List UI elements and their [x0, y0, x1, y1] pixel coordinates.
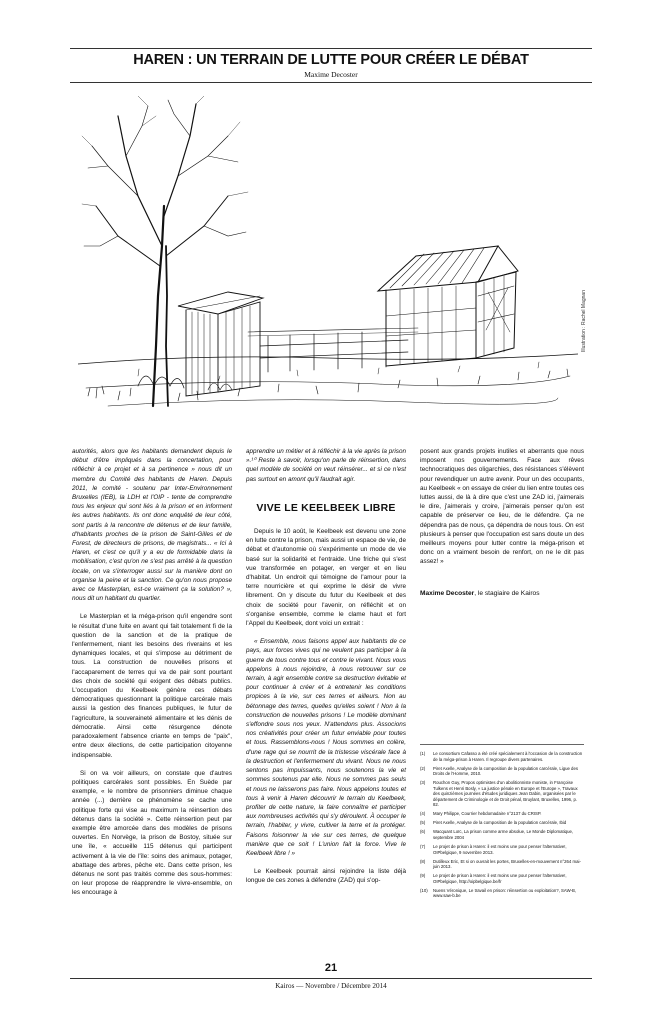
footer-rule: [70, 978, 592, 979]
header-rule-top: [70, 48, 592, 49]
footnotes: [420, 744, 584, 902]
article-column-3: [420, 447, 584, 598]
manifesto-quote: « Ensemble, nous faisons appel aux habitants de ce pays, aux forces vives qui ne veulent pas participer à la guerre de tous contre tous et contre le vivant. Nous vous appelons à nous rejoindre, à nous retrouver sur ce terrain, à agir ensemble contre sa destruction évitable et pour continuer à créer et à entretenir les conditions propices à la vie, sur ces terres et ailleurs. Non au bétonnage des terres, quelles qu'elles soient ! Non à la construction de nouvelles prisons ! Le modèle dominant s'effondre sous nos yeux. N'attendons plus. Associons nos créativités pour créer un futur enviable pour toutes et tous. Rassemblons-nous ! Nous sommes en colère, d'une rage qui se nourrit de la tristesse viscérale face à la destruction et l'enfermement du vivant. Nous ne nous sentons pas impuissants, nous soutenons la vie et sommes soutenus par elle. Nous ne sommes pas seuls et nous ne laisserons pas faire. Nous appelons toutes et tous à venir à Haren découvrir le terrain du Keelbeek, profiter de cette nature, la faire connaître et participer aux nombreuses activités qui s'y déroulent. À occuper le terrain, l'habiter, y vivre, cultiver la terre et la protéger. Faisons foisonner la vie sur ces terres, de quelque manière que ce soit ! L'union fait la force. Vive le Keelbeek libre ! »: [246, 638, 406, 857]
header-rule-bottom: [70, 82, 592, 83]
column-paragraph: Si on va voir ailleurs, on constate que d'autres politiques carcérales sont possibles. En Suède par exemple, « le nombre de prisonniers diminue chaque année (...) derrière ce phénomène se cache une politique forte qui vise au maximum la réinsertion des détenus dans la société ». Cette réinsertion peut par exemple être amorcée dans des modèles de prisons ouvertes. En Norvège, la prison de Bostoy, située sur une île, « accueille 115 détenus qui participent activement à la vie de l'île: soins des animaux, potager, abattage des arbres, pêche etc. Dans cette prison, les détenus ne sont pas traités comme des sous-hommes: on leur propose de réapprendre le vivre-ensemble, on les encourage à: [72, 769, 232, 897]
author-name: Maxime Decoster: [420, 589, 475, 597]
column-paragraph: apprendre un métier et à réfléchir à la vie après la prison ».¹⁰ Reste à savoir, lorsqu'on parle de réinsertion, dans quel modèle de société on veut réinsérer... et si ce n'est pas surtout en amont qu'il faudrait agir.: [246, 448, 406, 483]
footnote: (1) Le consortium Cafasso a été créé spécialement à l'occasion de la construction de la méga-prison à Haren. Il regroupe divers partenaires.: [420, 751, 583, 762]
footnote: (2) Piret Axelle, Analyse de la composition de la population carcérale, Ligue des Droits de l'Homme, 2010.: [420, 765, 578, 777]
article-byline: Maxime Decoster: [304, 70, 358, 79]
section-subhead: VIVE LE KEELBEEK LIBRE: [256, 501, 396, 514]
footnote: (3) Rouchon Guy, Propos optimistes d'un abolitionniste moniste, in Françoise Tulkens et Henri Bosly, « La justice pénale en Europe et l'Europe », Travaux des quinzièmes journées d'études juridiques Jean Dabin, organisées par le département de Criminologie et de Droit pénal, Bruylant, Bruxelles, 1996, p. 82.: [420, 780, 578, 808]
issue-footer: Kairos — Novembre / Décembre 2014: [275, 982, 387, 990]
footnote: (9) Le projet de prison à Haren: il est moins une pour penser l'alternative!, OIPbelgique, http://oipbelgique.be/fr: [420, 873, 567, 884]
illustration-credit: Illustration : Rachel Magnan: [581, 290, 587, 352]
footnote: (5) Piret Axelle, Analyse de la composition de la population carcérale, Ibid: [420, 820, 567, 826]
column-paragraph: Le Keelbeek pourrait ainsi rejoindre la liste déjà longue de ces zones à défendre (ZAD) qui s'op-: [246, 868, 406, 885]
footnote: (6) Wacquant Loïc, La prison comme arme absolue, Le Monde Diplomatique, septembre 2004: [420, 829, 574, 840]
column-paragraph: autorités, alors que les habitants demandent depuis le début d'être impliqués dans la concertation, pour réfléchir à ce projet et à sa pertinence » nous dit un membre du Comité des habitants de Haren. Depuis 2011, le comité - soutenu par Inter-Environnement Bruxelles (IEB), la LDH et l'OIP - tente de comprendre tous les enjeux qui sont liés à la prison et en informent les autres habitants. Ils ont donc enquêté de leur côté, sont partis à la rencontre de détenus et de leur famille, d'habitants proches de la prison de Saint-Gilles et de Forest, de directeurs de prisons, de magistrats... « Ici à Haren, et c'est ce qu'il y a eu de formidable dans la mobilisation, c'est qu'on ne s'est pas arrêté à la question locale, on va s'interroger aussi sur la manière dont on organise la peine et la sanction. Ce qu'on nous propose avec ce Masterplan, est-ce vraiment ça la solution? », nous dit un habitant du quartier.: [72, 448, 232, 603]
column-paragraph: Le Masterplan et la méga-prison qu'il engendre sont le résultat d'une fuite en avant qui fait totalement fi de la question de la sanction et de la pratique de l'enfermement, niant les besoins des riverains et les dynamiques locales, et qui s'impose au détriment de tous. La construction de nouvelles prisons et l'accaparement de terres qui va de pair sont pourtant des choix de société qui exigent des débats publics. L'occupation du Keelbeek génère ces débats démocratiques questionnant la politique carcérale mais aussi la gestion des finances publiques, le futur de l'agriculture, la souveraineté alimentaire et les dénis de démocratie. Ainsi cette résurgence dénote paradoxalement l'absence criante en temps de "paix", entre deux élections, de cette participation citoyenne indispensable.: [72, 613, 232, 759]
article-column-2: [246, 447, 406, 886]
author-role: , le stagiaire de Kairos: [474, 589, 540, 597]
article-title: HAREN : UN TERRAIN DE LUTTE POUR CRÉER LE DÉBAT: [133, 52, 529, 68]
footnote: (7) Le projet de prison à Haren: il est moins une pour penser l'alternative!, OIPbelgique, 9 novembre 2013.: [420, 844, 567, 855]
footnote: (10) Nuens Véronique, Le travail en prison: réinsertion ou exploitation?, SAW-B, www.saw-b.be: [420, 887, 577, 899]
column-paragraph: Depuis le 10 août, le Keelbeek est devenu une zone en lutte contre la prison, mais aussi un espace de vie, de débat et d'autonomie où s'expérimente un mode de vie basé sur la solidarité et l'entraide. Une friche qui s'est vue transformée en potager, en verger et en lieu d'habitat. Un endroit qui témoigne de l'amour pour la terre nourricière et qui exprime le désir de vivre librement. On y discute du futur du Keelbeek et des choix de société pour l'avenir, on réfléchit et on s'organise ensemble, comme le clame haut et fort l'Appel du Keelbeek, dont voici un extrait :: [246, 528, 406, 628]
column-paragraph: posent aux grands projets inutiles et aberrants que nous imposent nos gouvernements. Face aux rêves technocratiques des oligarchies, des résistances s'élèvent pour revendiquer un autre avenir. Pour un des occupants, au Keelbeek « on essaye de créer du lien entre toutes ces luttes aussi, de là à dire que c'est une ZAD ici, j'aimerais le dire, j'aimerais y croire, j'aimerais penser qu'on est capable de préserver ce lieu, de le défendre. Ça ne dépendra pas de nous, ça dépendra de nous tous. On est plusieurs à penser que l'occupation est sans doute un des meilleurs moyens pour lutter contre la méga-prison et donc on a vraiment besoin de renfort, on ne le dit pas assez! »: [420, 448, 584, 566]
article-column-1: [72, 447, 232, 898]
footnote: (4) Mary Philippe, Courrier hebdomadaire n°2137 du CRISP.: [420, 811, 542, 817]
author-signature: [420, 589, 584, 598]
footnote: (8) Dutilleux Eric, Et si on ouvrait les portes, Bruxelles-en-mouvement n°264 mai-juin 2013.: [420, 858, 581, 870]
barn-sketch-illustration: [78, 96, 578, 426]
page-number: 21: [324, 962, 338, 974]
